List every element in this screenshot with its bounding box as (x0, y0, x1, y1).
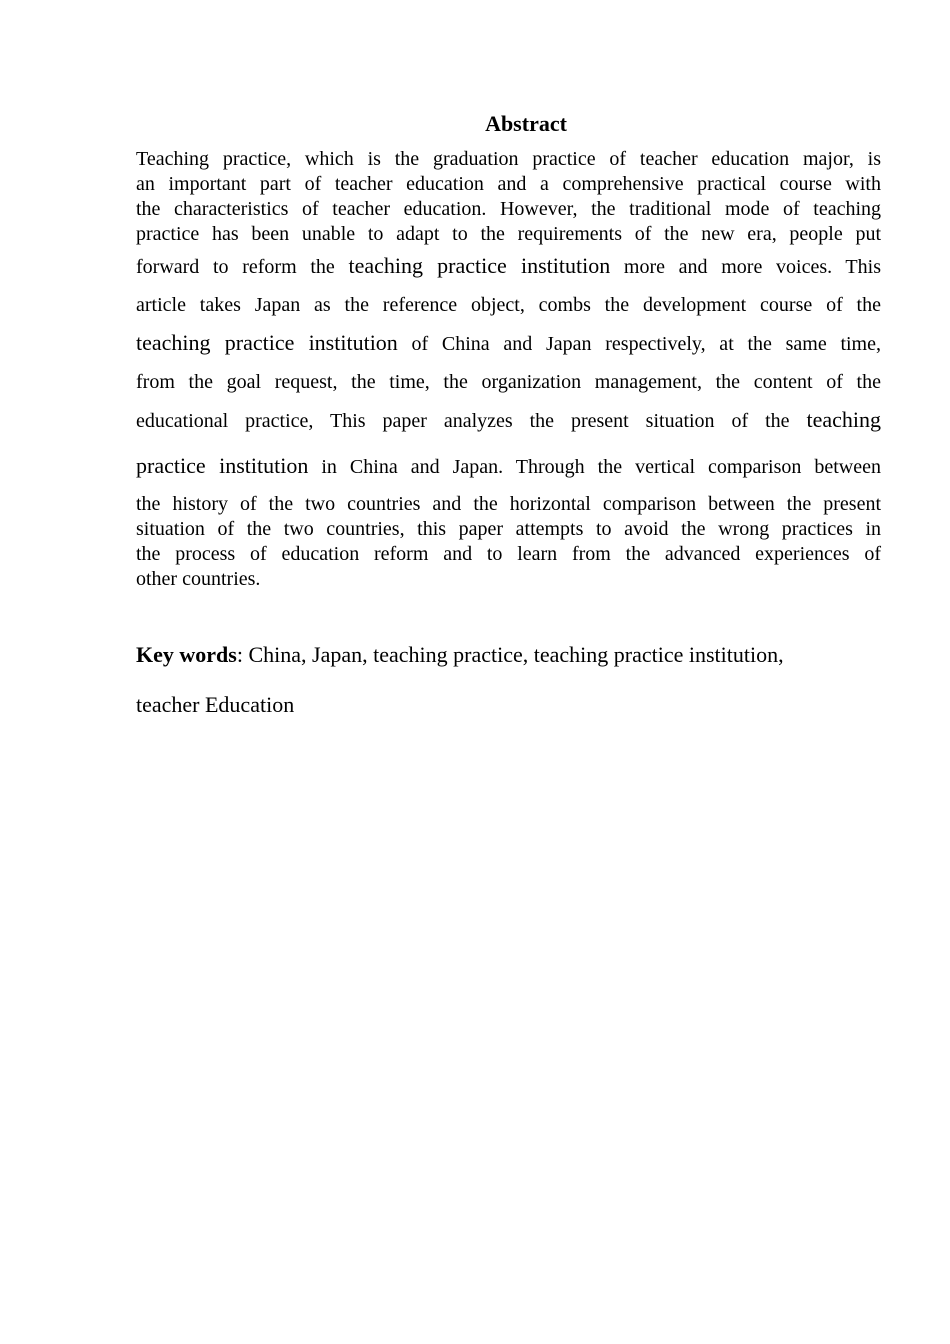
highlighted-term: teaching practice institution (348, 253, 611, 278)
abstract-text: more and more voices. This (610, 256, 881, 278)
abstract-line (136, 324, 881, 364)
abstract-text: the process of education reform and to learn from the advanced experiences of (136, 542, 881, 565)
abstract-line (136, 197, 881, 222)
abstract-line (136, 247, 881, 287)
keywords-line (136, 630, 896, 680)
keywords-separator: : (236, 642, 249, 667)
abstract-text: situation of the two countries, this paper attempts to avoid the wrong practices in (136, 517, 881, 540)
abstract-text: of China and Japan respectively, at the same time, (397, 333, 881, 355)
abstract-text: the characteristics of teacher education. However, the traditional mode of teaching (136, 198, 881, 220)
highlighted-term: teaching practice institution (136, 330, 398, 355)
keywords-list: China, Japan, teaching practice, teaching practice institution, (248, 642, 784, 667)
abstract-text: Teaching practice, which is the graduation practice of teacher education major, is (136, 148, 881, 170)
keywords-list-continued: teacher Education (136, 692, 295, 717)
abstract-line (136, 517, 881, 542)
abstract-text: forward to reform the (136, 256, 349, 278)
abstract-line (136, 147, 881, 172)
abstract-text: the history of the two countries and the horizontal comparison between the present (136, 492, 881, 515)
abstract-text: an important part of teacher education and a comprehensive practical course with (136, 173, 881, 195)
abstract-line (136, 287, 881, 325)
abstract-line (136, 172, 881, 197)
abstract-text: other countries. (136, 567, 261, 590)
abstract-text: from the goal request, the time, the organization management, the content of the (136, 370, 881, 393)
abstract-line (136, 492, 881, 517)
abstract-line (136, 222, 881, 247)
abstract-line (136, 441, 881, 492)
abstract-text: educational practice, This paper analyzes the present situation of the (136, 410, 807, 432)
highlighted-term: teaching (806, 407, 881, 432)
keywords-section (136, 630, 896, 730)
abstract-text: article takes Japan as the reference object, combs the development course of the (136, 293, 881, 316)
abstract-line (136, 401, 881, 441)
keywords-label: Key words (136, 642, 237, 667)
abstract-line (136, 542, 881, 567)
highlighted-term: practice institution (136, 452, 309, 478)
abstract-body (136, 147, 881, 592)
abstract-text: practice has been unable to adapt to the requirements of the new era, people put (136, 223, 881, 245)
abstract-heading: Abstract (485, 111, 567, 136)
abstract-line (136, 567, 881, 592)
abstract-line (136, 364, 881, 402)
abstract-text: in China and Japan. Through the vertical comparison between (308, 455, 881, 478)
keywords-line (136, 680, 896, 730)
